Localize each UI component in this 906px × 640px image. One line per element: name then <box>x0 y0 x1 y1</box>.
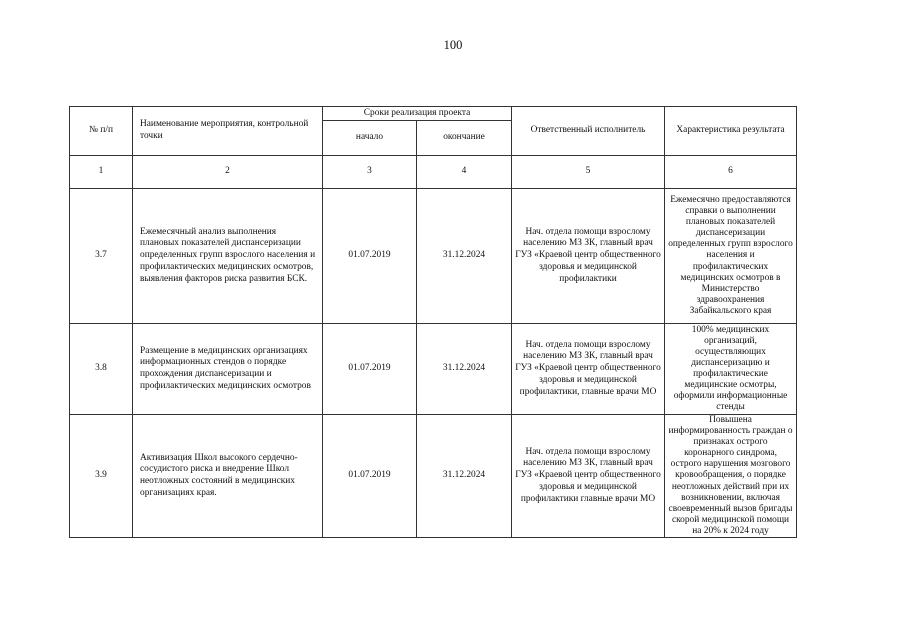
row-name: Активизация Школ высокого сердечно-сосудистого риска и внедрение Школ неотложных состояний в медицинских организациях края. <box>133 415 323 538</box>
row-result: Повышена информированность граждан о признаках острого коронарного синдрома, острого нарушения мозгового кровообращения, о порядке неотложных действий при их возникновении, включая своевременный вызов бригады скорой медицинской помощи на 20% к 2024 году <box>665 415 797 538</box>
column-number: 6 <box>665 156 797 189</box>
column-number: 1 <box>70 156 133 189</box>
header-end: окончание <box>417 121 512 156</box>
header-result: Характеристика результата <box>665 107 797 156</box>
row-end: 31.12.2024 <box>417 415 512 538</box>
column-numbers-row <box>70 156 797 189</box>
row-responsible: Нач. отдела помощи взрослому населению МЗ ЗК, главный врач ГУЗ «Краевой центр общественного здоровья и медицинской профилактики, главные врачи МО <box>512 324 665 415</box>
activities-table <box>69 106 797 538</box>
column-number: 3 <box>323 156 417 189</box>
row-name: Ежемесячный анализ выполнения плановых показателей диспансеризации определенных групп взрослого населения и профилактических медицинских осмотров, выявления факторов риска развития БСК. <box>133 189 323 324</box>
row-num: 3.7 <box>70 189 133 324</box>
row-start: 01.07.2019 <box>323 189 417 324</box>
header-name: Наименование мероприятия, контрольной точки <box>133 107 323 156</box>
column-number: 4 <box>417 156 512 189</box>
row-end: 31.12.2024 <box>417 189 512 324</box>
row-name: Размещение в медицинских организациях информационных стендов о порядке прохождения диспансеризации и профилактических медицинских осмотров <box>133 324 323 415</box>
header-num: № п/п <box>70 107 133 156</box>
row-end: 31.12.2024 <box>417 324 512 415</box>
header-start: начало <box>323 121 417 156</box>
column-number: 2 <box>133 156 323 189</box>
table-row <box>70 189 797 324</box>
row-result: Ежемесячно предоставляются справки о выполнении плановых показателей диспансеризации определенных групп взрослого населения и профилактических медицинских осмотров в Министерство здравоохранения Забайкальского края <box>665 189 797 324</box>
header-period: Сроки реализация проекта <box>323 107 512 121</box>
page-number: 100 <box>443 38 463 52</box>
table-row <box>70 415 797 538</box>
table-row <box>70 324 797 415</box>
row-responsible: Нач. отдела помощи взрослому населению МЗ ЗК, главный врач ГУЗ «Краевой центр общественного здоровья и медицинской профилактики <box>512 189 665 324</box>
column-number: 5 <box>512 156 665 189</box>
row-num: 3.8 <box>70 324 133 415</box>
row-start: 01.07.2019 <box>323 324 417 415</box>
row-start: 01.07.2019 <box>323 415 417 538</box>
row-num: 3.9 <box>70 415 133 538</box>
row-responsible: Нач. отдела помощи взрослому населению МЗ ЗК, главный врач ГУЗ «Краевой центр общественного здоровья и медицинской профилактики главные врачи МО <box>512 415 665 538</box>
row-result: 100% медицинских организаций, осуществляющих диспансеризацию и профилактические медицинские осмотры, оформили информационные стенды <box>665 324 797 415</box>
header-responsible: Ответственный исполнитель <box>512 107 665 156</box>
header-row <box>70 107 797 121</box>
